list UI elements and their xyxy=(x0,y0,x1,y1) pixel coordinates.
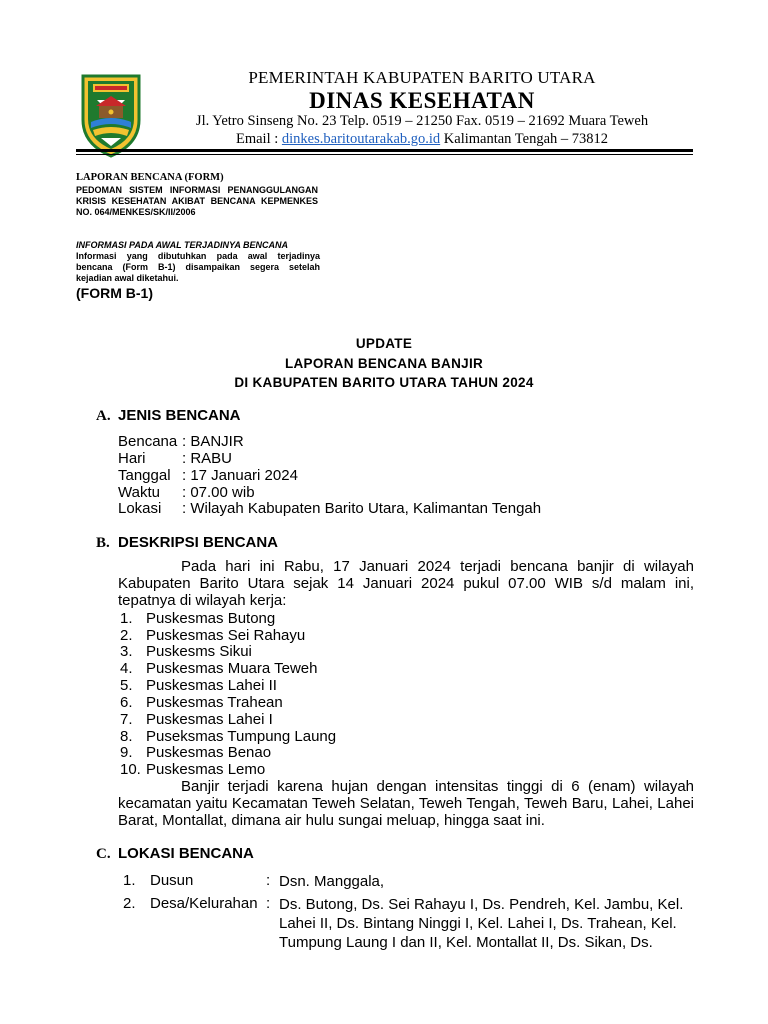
letterhead-divider-thick xyxy=(76,149,693,152)
list-item: 3. Puskesms Sikui xyxy=(120,643,252,660)
field-label: Hari xyxy=(118,450,146,467)
field-value: : BANJIR xyxy=(182,433,244,450)
section-b-heading xyxy=(96,534,278,552)
letterhead-department: DINAS KESEHATAN xyxy=(309,88,535,113)
letterhead-contact xyxy=(150,131,694,148)
field-value: : RABU xyxy=(182,450,233,467)
letterhead-government: PEMERINTAH KABUPATEN BARITO UTARA xyxy=(248,68,596,87)
field-label: Waktu xyxy=(118,484,160,501)
field-value: : 07.00 wib xyxy=(182,484,255,501)
field-row-hari xyxy=(118,450,232,467)
section-b-closing xyxy=(118,778,694,829)
section-c-heading xyxy=(96,845,254,863)
section-a-title: JENIS BENCANA xyxy=(118,407,241,424)
list-item: 6. Puskesmas Trahean xyxy=(120,694,283,711)
heading-region-year: DI KABUPATEN BARITO UTARA TAHUN 2024 xyxy=(234,375,534,390)
list-item: 4. Puskesmas Muara Teweh xyxy=(120,660,318,677)
heading-report-title: LAPORAN BENCANA BANJIR xyxy=(284,356,484,371)
section-c-title: LOKASI BENCANA xyxy=(118,845,254,862)
section-b-intro xyxy=(118,558,694,609)
section-b-title: DESKRIPSI BENCANA xyxy=(118,534,279,551)
heading-update: UPDATE xyxy=(355,336,413,351)
email-link[interactable]: dinkes.baritoutarakab.go.id xyxy=(281,131,441,147)
list-item: 9. Puskesmas Benao xyxy=(120,744,272,761)
field-row-waktu xyxy=(118,484,255,501)
section-b-intro-text: Pada hari ini Rabu, 17 Januari 2024 terjadi bencana banjir di wilayah Kabupaten Barito Utara sejak 14 Januari 2024 pukul 07.00 WIB s/d malam ini, tepatnya di wilayah kerja: xyxy=(118,558,694,609)
section-c-letter: C. xyxy=(96,846,111,862)
form-info-title: INFORMASI PADA AWAL TERJADINYA BENCANA xyxy=(76,240,289,250)
list-item: 7. Puskesmas Lahei I xyxy=(120,711,273,728)
email-label: Email : xyxy=(235,131,282,147)
form-guide: PEDOMAN SISTEM INFORMASI PENANGGULANGAN KRISIS KESEHATAN AKIBAT BENCANA KEPMENKES NO. 064/MENKES/SK/II/2006 xyxy=(76,185,318,217)
barito-utara-coat-of-arms-icon xyxy=(79,70,143,158)
letterhead-region: Kalimantan Tengah – 73812 xyxy=(440,131,609,147)
field-label: Tanggal xyxy=(118,467,171,484)
letterhead-address: Jl. Yetro Sinseng No. 23 Telp. 0519 – 21250 Fax. 0519 – 21692 Muara Teweh xyxy=(195,113,649,129)
form-info-text: Informasi yang dibutuhkan pada awal terjadinya bencana (Form B-1) disampaikan segera setelah kejadian awal diketahui. xyxy=(76,251,320,283)
field-value: : 17 Januari 2024 xyxy=(182,467,298,484)
form-code: (FORM B-1) xyxy=(76,285,153,301)
list-item: 5. Puskesmas Lahei II xyxy=(120,677,277,694)
section-b-letter: B. xyxy=(96,535,110,551)
field-value: : Wilayah Kabupaten Barito Utara, Kalimantan Tengah xyxy=(182,500,542,517)
form-title: LAPORAN BENCANA (FORM) xyxy=(76,172,224,183)
section-b-closing-text: Banjir terjadi karena hujan dengan intensitas tinggi di 6 (enam) wilayah kecamatan yaitu Kecamatan Teweh Selatan, Teweh Tengah, Teweh Baru, Lahei, Lahei Barat, Montallat, dimana air hulu sungai meluap, hingga saat ini. xyxy=(118,778,694,829)
field-row-bencana xyxy=(118,433,244,450)
field-row-tanggal xyxy=(118,467,298,484)
list-item: 2. Puskesmas Sei Rahayu xyxy=(120,627,306,644)
list-item: 10. Puskesmas Lemo xyxy=(120,761,266,778)
list-item: 1. Puskesmas Butong xyxy=(120,610,276,627)
list-item: 8. Puseksmas Tumpung Laung xyxy=(120,728,337,745)
section-a-heading xyxy=(96,407,241,425)
section-a-letter: A. xyxy=(96,408,111,424)
field-label: Bencana xyxy=(118,433,178,450)
field-label: Lokasi xyxy=(118,500,162,517)
field-row-lokasi xyxy=(118,500,541,517)
letterhead-divider-thin xyxy=(76,154,693,155)
